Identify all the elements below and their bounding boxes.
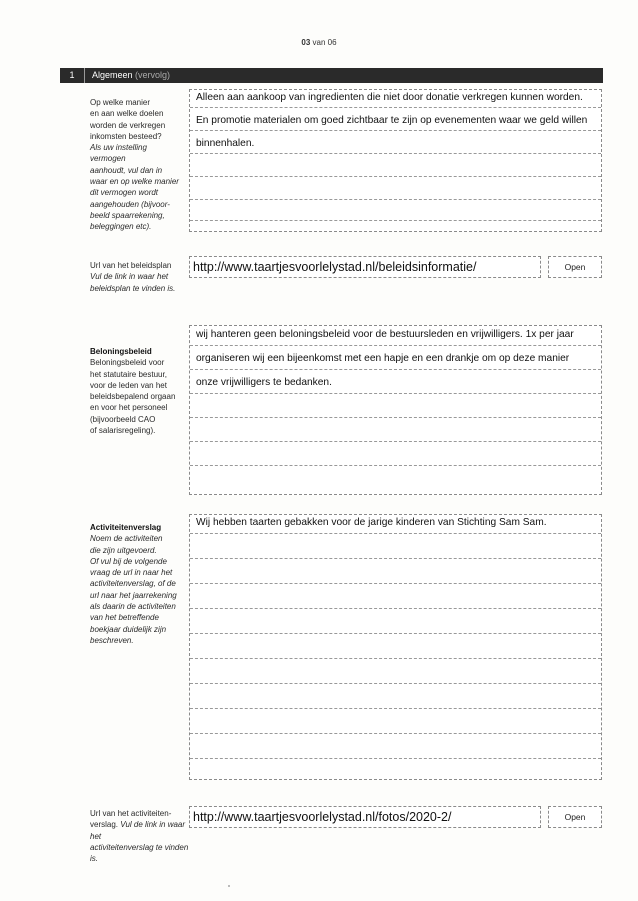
beleidsplan-question-line: Url van het beleidsplan	[90, 261, 172, 270]
activiteitenverslag-url-label	[90, 808, 190, 864]
doelen-text-line: binnenhalen.	[196, 138, 255, 149]
activiteitenverslag-hint-line: beschreven.	[90, 635, 134, 645]
activiteitenverslag-hint-line: Noem de activiteiten	[90, 534, 163, 544]
beloningsbeleid-question-line: of salarisregeling).	[90, 426, 156, 436]
doelen-text-line: En promotie materialen om goed zichtbaar te zijn op evenementen waar we geld willen	[196, 115, 588, 126]
scan-mark	[228, 885, 230, 887]
doelen-question-line: worden de verkregen	[90, 120, 166, 130]
beloningsbeleid-textarea[interactable]	[189, 325, 602, 495]
activiteitenverslag-url-mixed-line	[90, 819, 190, 842]
beloningsbeleid-text-line: organiseren wij een bijeenkomst met een hapje en een drankje om op deze manier	[196, 353, 570, 364]
doelen-hint-line: Als uw instelling vermogen	[90, 143, 147, 164]
activiteitenverslag-hint-line: Of vul bij de volgende	[90, 556, 167, 566]
activiteitenverslag-hint-line: van het betreffende	[90, 613, 159, 623]
activiteitenverslag-hint-line: activiteitenverslag, of de	[90, 579, 176, 589]
beloningsbeleid-question-line: voor de leden van het	[90, 380, 167, 390]
beleidsplan-hint-line: Vul de link in waar het	[90, 272, 169, 282]
doelen-hint-line: aanhoudt, vul dan in	[90, 165, 163, 175]
doelen-hint-line: aangehouden (bijvoor-	[90, 199, 170, 209]
section-header	[60, 68, 603, 83]
activiteitenverslag-hint-line: als daarin de activiteiten	[90, 602, 176, 612]
activiteitenverslag-url-hint-line: activiteitenverslag te vinden is.	[90, 842, 189, 864]
section-title-sub: (vervolg)	[135, 70, 171, 80]
activiteitenverslag-label	[90, 522, 182, 646]
activiteitenverslag-url-question-inline: verslag.	[90, 820, 119, 830]
doelen-question-line: en aan welke doelen	[90, 109, 164, 119]
page-number	[0, 38, 638, 47]
activiteitenverslag-url-question-line: Url van het activiteiten-	[90, 809, 172, 818]
beloningsbeleid-question-line: Beloningsbeleid voor	[90, 358, 165, 368]
doelen-text-line: Alleen aan aankoop van ingredienten die niet door donatie verkregen kunnen worden.	[196, 92, 583, 103]
doelen-hint-line: beeld spaarrekening,	[90, 210, 165, 220]
activiteitenverslag-url-value: http://www.taartjesvoorlelystad.nl/fotos/2020-2/	[193, 810, 452, 824]
beleidsplan-url-field[interactable]	[189, 256, 541, 278]
activiteitenverslag-open-button[interactable]: Open	[548, 806, 602, 828]
section-title	[92, 68, 170, 83]
doelen-textarea[interactable]	[189, 89, 602, 232]
beloningsbeleid-text-line: wij hanteren geen beloningsbeleid voor de bestuursleden en vrijwilligers. 1x per jaar	[196, 329, 574, 340]
doelen-question-line: Op welke manier	[90, 98, 151, 107]
page-number-current: 03	[301, 38, 311, 47]
doelen-hint-line: dit vermogen wordt	[90, 188, 159, 198]
page-number-total: van 06	[312, 38, 337, 47]
beloningsbeleid-question-line: (bijvoorbeeld CAO	[90, 414, 156, 424]
beleidsplan-open-button[interactable]: Open	[548, 256, 602, 278]
beleidsplan-label	[90, 260, 182, 294]
beloningsbeleid-text-line: onze vrijwilligers te bedanken.	[196, 377, 332, 388]
activiteitenverslag-text-line: Wij hebben taarten gebakken voor de jarige kinderen van Stichting Sam Sam.	[196, 517, 547, 528]
beloningsbeleid-question-line: het statutaire bestuur,	[90, 369, 167, 379]
activiteitenverslag-hint-line: die zijn uitgevoerd.	[90, 545, 157, 555]
doelen-hint-line: waar en op welke manier	[90, 177, 179, 187]
beloningsbeleid-title: Beloningsbeleid	[90, 347, 152, 356]
activiteitenverslag-hint-line: vraag de url in naar het	[90, 568, 173, 578]
section-title-main: Algemeen	[92, 70, 133, 80]
doelen-hint-line: beleggingen etc).	[90, 222, 152, 232]
doelen-question-line: inkomsten besteed?	[90, 131, 162, 141]
doelen-label	[90, 97, 182, 233]
beloningsbeleid-question-line: en voor het personeel	[90, 403, 168, 413]
beloningsbeleid-question-line: beleidsbepalend orgaan	[90, 392, 176, 402]
activiteitenverslag-textarea[interactable]	[189, 514, 602, 780]
beleidsplan-url-value: http://www.taartjesvoorlelystad.nl/beleidsinformatie/	[193, 260, 477, 274]
beloningsbeleid-label	[90, 346, 182, 436]
activiteitenverslag-hint-line: url naar het jaarrekening	[90, 590, 177, 600]
activiteitenverslag-url-hint-inline: Vul de link in waar het	[90, 820, 186, 841]
beleidsplan-hint-line: beleidsplan te vinden is.	[90, 283, 176, 293]
section-number: 1	[60, 68, 85, 83]
activiteitenverslag-url-field[interactable]	[189, 806, 541, 828]
activiteitenverslag-hint-line: boekjaar duidelijk zijn	[90, 624, 167, 634]
activiteitenverslag-title: Activiteitenverslag	[90, 523, 162, 532]
